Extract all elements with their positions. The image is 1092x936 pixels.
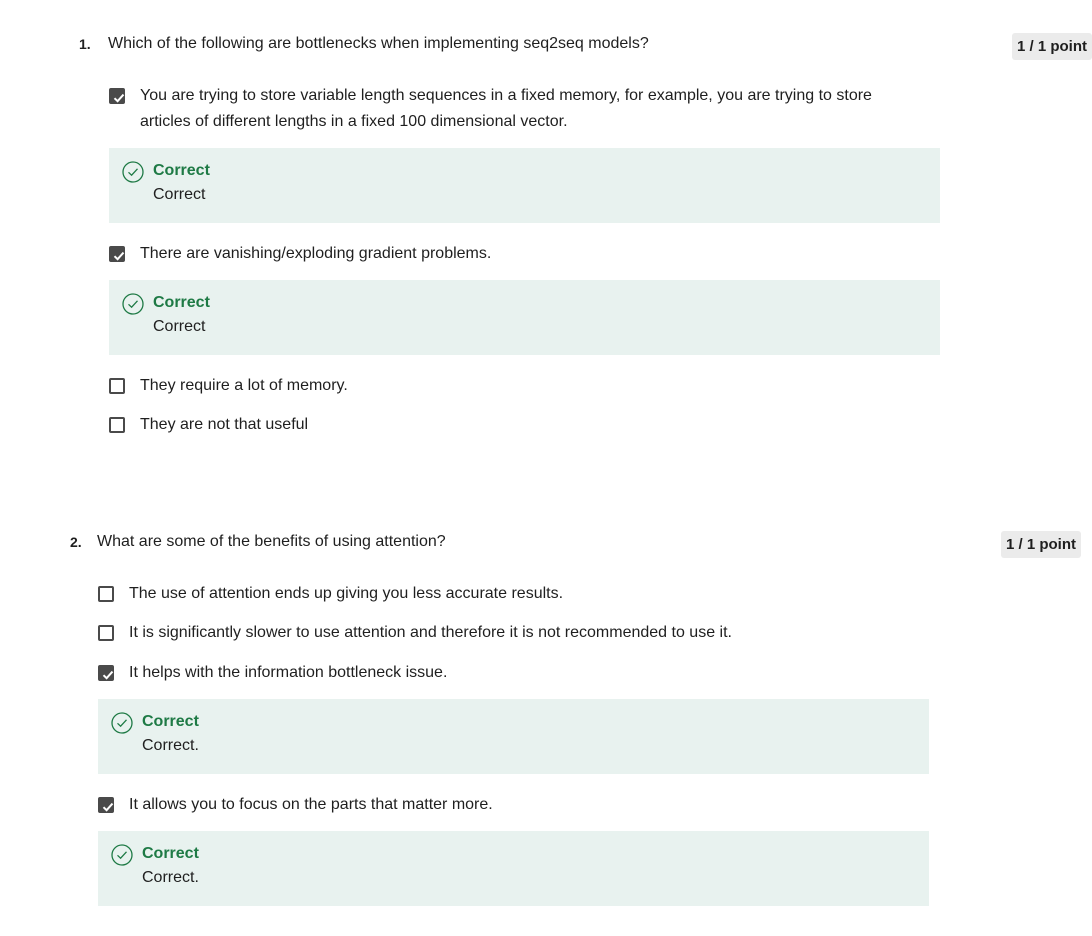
- option-text: It allows you to focus on the parts that matter more.: [129, 796, 493, 813]
- option-item[interactable]: [98, 796, 929, 818]
- feedback-correct: [98, 831, 929, 906]
- question-text: Which of the following are bottlenecks when implementing seq2seq models?: [108, 35, 649, 52]
- option-text: It is significantly slower to use attention and therefore it is not recommended to use it.: [129, 624, 732, 641]
- checkbox-unchecked[interactable]: [98, 625, 114, 641]
- option-item[interactable]: [109, 245, 940, 267]
- question-1: [79, 33, 1087, 433]
- feedback-body: Correct: [153, 186, 206, 203]
- option-text: There are vanishing/exploding gradient problems.: [140, 245, 492, 262]
- feedback-correct: [109, 148, 940, 223]
- checkbox-checked[interactable]: [98, 665, 114, 681]
- feedback-body: Correct: [153, 318, 206, 335]
- option-text: The use of attention ends up giving you less accurate results.: [129, 585, 564, 602]
- check-icon: [112, 249, 126, 263]
- check-circle-icon: [122, 161, 144, 183]
- check-circle-icon: [111, 844, 133, 866]
- feedback-body: Correct.: [142, 737, 199, 754]
- checkbox-unchecked[interactable]: [109, 417, 125, 433]
- question-header: [68, 531, 1076, 561]
- checkbox-checked[interactable]: [109, 88, 125, 104]
- question-number: 2.: [70, 534, 82, 550]
- option-item[interactable]: [98, 664, 929, 686]
- points-badge: 1 / 1 point: [1012, 33, 1092, 60]
- check-circle-icon: [111, 712, 133, 734]
- checkbox-unchecked[interactable]: [109, 378, 125, 394]
- question-header: [79, 33, 1087, 63]
- question-text: What are some of the benefits of using attention?: [97, 533, 446, 550]
- question-number: 1.: [79, 36, 91, 52]
- option-item[interactable]: [98, 585, 929, 607]
- question-2: [68, 531, 1076, 886]
- checkbox-checked[interactable]: [109, 246, 125, 262]
- feedback-title: Correct: [142, 845, 199, 862]
- feedback-title: Correct: [153, 294, 210, 311]
- option-item[interactable]: [98, 624, 929, 646]
- option-text: It helps with the information bottleneck issue.: [129, 664, 448, 681]
- option-text: They are not that useful: [140, 416, 309, 433]
- check-icon: [101, 800, 115, 814]
- points-badge: 1 / 1 point: [1001, 531, 1081, 558]
- checkbox-unchecked[interactable]: [98, 586, 114, 602]
- feedback-title: Correct: [153, 162, 210, 179]
- option-text: You are trying to store variable length sequences in a fixed memory, for example, you are trying to store articles of different lengths in a fixed 100 dimensional vector.: [140, 87, 872, 130]
- option-text: They require a lot of memory.: [140, 377, 348, 394]
- feedback-correct: [98, 699, 929, 774]
- feedback-correct: [109, 280, 940, 355]
- option-item[interactable]: [109, 377, 940, 399]
- check-icon: [101, 668, 115, 682]
- check-circle-icon: [122, 293, 144, 315]
- option-item[interactable]: [109, 416, 940, 438]
- feedback-body: Correct.: [142, 869, 199, 886]
- option-item[interactable]: [109, 87, 940, 139]
- feedback-title: Correct: [142, 713, 199, 730]
- check-icon: [112, 91, 126, 105]
- checkbox-checked[interactable]: [98, 797, 114, 813]
